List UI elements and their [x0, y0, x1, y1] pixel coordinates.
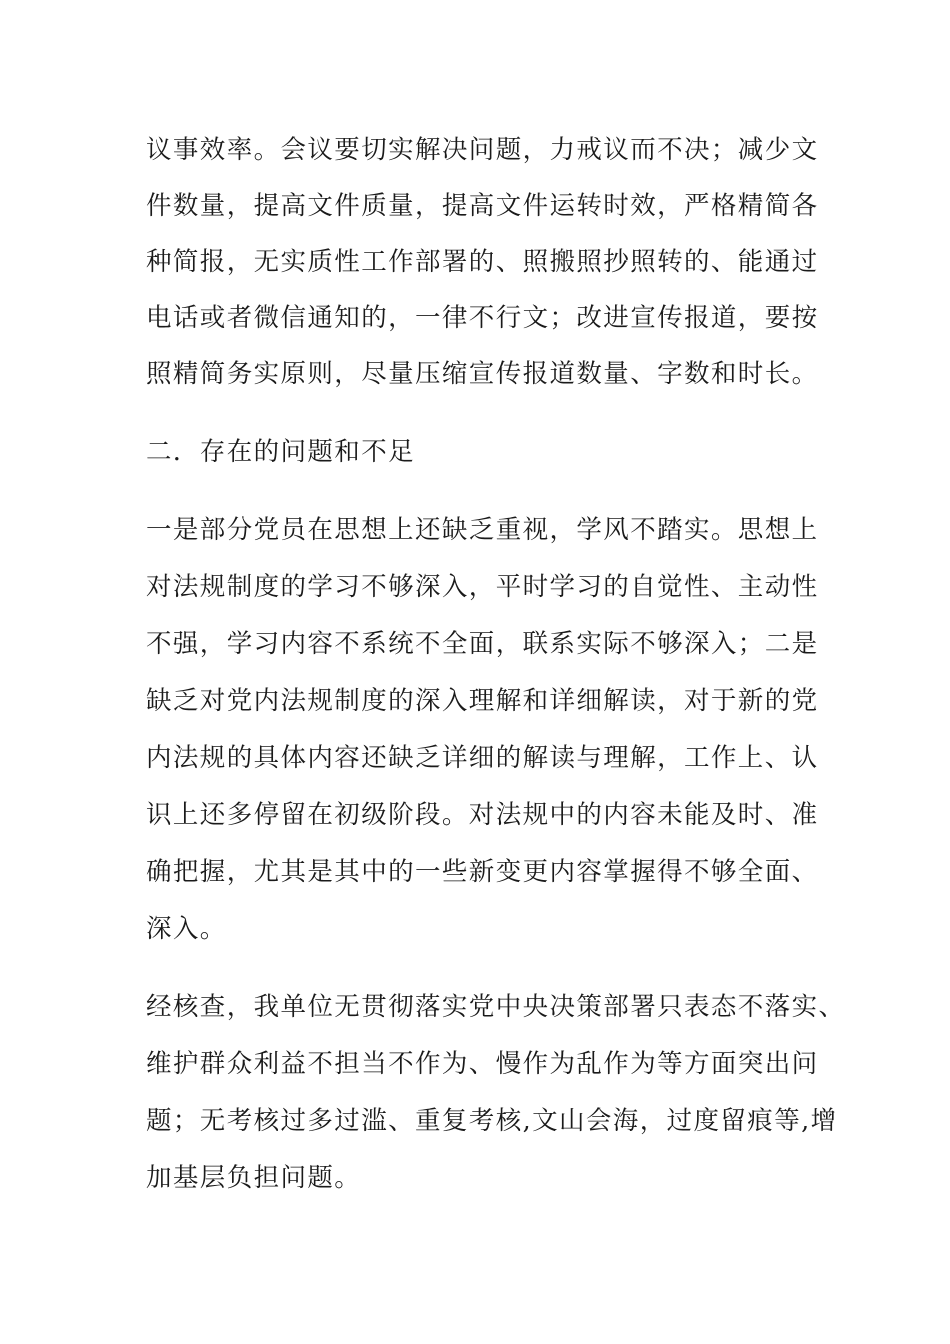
- paragraph-3-line-4: 加基层负担问题。: [146, 1163, 362, 1193]
- paragraph-2-line-1: 一是部分党员在思想上还缺乏重视，学风不踏实。思想上: [146, 515, 819, 545]
- paragraph-2-line-3: 不强，学习内容不系统不全面，联系实际不够深入；二是: [146, 629, 819, 659]
- paragraph-3-line-3: 题；无考核过多过滥、重复考核,文山会海，过度留痕等,增: [146, 1106, 838, 1136]
- section-heading: 二．存在的问题和不足: [146, 437, 416, 467]
- paragraph-2-line-5: 内法规的具体内容还缺乏详细的解读与理解，工作上、认: [146, 743, 819, 773]
- paragraph-2-line-7: 确把握，尤其是其中的一些新变更内容掌握得不够全面、: [146, 857, 819, 887]
- paragraph-2-line-4: 缺乏对党内法规制度的深入理解和详细解读，对于新的党: [146, 686, 819, 716]
- paragraph-1-line-3: 种简报，无实质性工作部署的、照搬照抄照转的、能通过: [146, 247, 819, 277]
- paragraph-2-line-6: 识上还多停留在初级阶段。对法规中的内容未能及时、准: [146, 800, 819, 830]
- paragraph-2-line-8: 深入。: [146, 914, 227, 944]
- paragraph-3-line-2: 维护群众利益不担当不作为、慢作为乱作为等方面突出问: [146, 1049, 819, 1079]
- paragraph-2-line-2: 对法规制度的学习不够深入，平时学习的自觉性、主动性: [146, 572, 819, 602]
- paragraph-1-line-1: 议事效率。会议要切实解决问题，力戒议而不决；减少文: [146, 135, 819, 165]
- paragraph-1-line-5: 照精简务实原则，尽量压缩宣传报道数量、字数和时长。: [146, 359, 819, 389]
- paragraph-1-line-4: 电话或者微信通知的，一律不行文；改进宣传报道，要按: [146, 303, 819, 333]
- paragraph-3-line-1: 经核查，我单位无贯彻落实党中央决策部署只表态不落实、: [146, 992, 846, 1022]
- paragraph-1-line-2: 件数量，提高文件质量，提高文件运转时效，严格精简各: [146, 191, 819, 221]
